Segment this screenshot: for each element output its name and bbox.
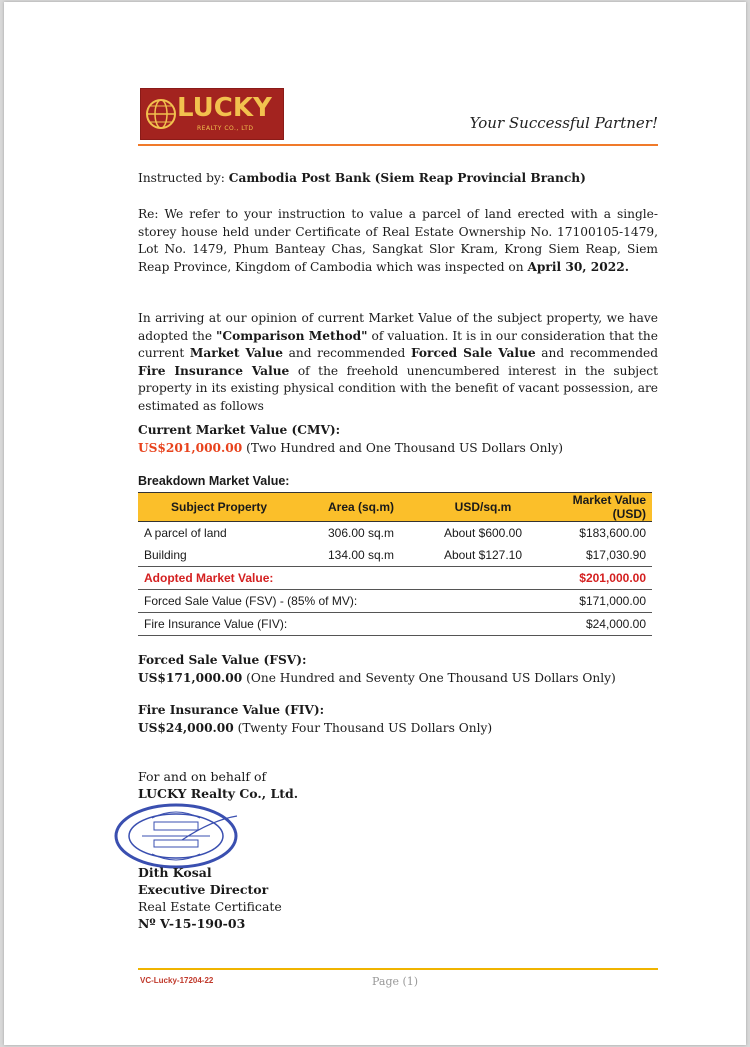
adopted-value: $201,000.00: [544, 567, 652, 590]
tagline: Your Successful Partner!: [469, 114, 658, 132]
certificate-number: Nº V-15-190-03: [138, 916, 246, 931]
opinion-text-5: of the freehold unencumbered interest in the subject property in its existing physical condition with the benefit of vacant possession, are estimated as follows: [138, 363, 659, 413]
fsv-section: [138, 652, 658, 687]
opinion-text-4: and recommended: [535, 346, 659, 360]
fsv-amount: US$171,000.00: [138, 670, 243, 685]
cell-usd-sqm: About $127.10: [443, 548, 523, 562]
opinion-text-3: and recommended: [283, 346, 411, 360]
instructed-by: [138, 170, 658, 188]
instructed-label: Instructed by:: [138, 171, 225, 185]
letterhead: [138, 88, 658, 144]
col-header-area: Area (sq.m): [300, 493, 422, 522]
fsv-words: (One Hundred and Seventy One Thousand US Dollars Only): [242, 670, 616, 685]
cell-subject: A parcel of land: [144, 526, 227, 540]
globe-icon: [141, 89, 181, 139]
page-number: Page (1): [372, 975, 419, 988]
fsv-label: Forced Sale Value (FSV):: [138, 653, 307, 667]
fiv-row-value: $24,000.00: [544, 613, 652, 636]
logo-name: LUCKY: [177, 93, 272, 123]
col-header-subject: Subject Property: [138, 493, 300, 522]
opinion-text-2: of valuation. It is in our consideration that the current: [138, 328, 658, 360]
fiv-label: Fire Insurance Value (FIV):: [138, 703, 325, 717]
mv-term: Market Value: [189, 346, 283, 360]
signatory-block: [138, 864, 282, 932]
table-header-row: [138, 493, 652, 522]
breakdown-title: Breakdown Market Value:: [138, 474, 290, 488]
adopted-label: Adopted Market Value:: [138, 567, 544, 590]
cmv-section: [138, 422, 658, 457]
fiv-term: Fire Insurance Value: [138, 363, 290, 378]
fiv-words: (Twenty Four Thousand US Dollars Only): [233, 720, 493, 735]
col-header-usd-sqm: USD/sq.m: [422, 493, 544, 522]
cell-subject: Building: [144, 548, 187, 562]
cmv-amount: US$201,000.00: [138, 440, 243, 455]
certificate-label: Real Estate Certificate: [138, 899, 282, 914]
signatory-title: Executive Director: [138, 882, 269, 897]
opinion-text-1: In arriving at our opinion of current Market Value of the subject property, we have adopted the: [138, 311, 658, 343]
behalf-text: For and on behalf of: [138, 769, 267, 784]
inspection-date: April 30, 2022.: [527, 259, 629, 274]
cell-area: 306.00 sq.m: [327, 526, 395, 540]
adopted-row: [138, 567, 652, 590]
cmv-label: Current Market Value (CMV):: [138, 423, 341, 437]
table-row: [138, 522, 652, 545]
re-text: Re: We refer to your instruction to value a parcel of land erected with a single-storey house held under Certificate of Real Estate Ownership No. 17100105-1479, Lot No. 1479, Phum Banteay Chas, Sangkat Slor Kram, Krong Siem Reap, Siem Reap Province, Kingdom of Cambodia which was inspected on: [138, 207, 658, 274]
reference-number: VC-Lucky-17204-22: [140, 976, 214, 985]
company-logo: [140, 88, 284, 140]
fsv-row-label: Forced Sale Value (FSV) - (85% of MV):: [138, 590, 544, 613]
opinion-paragraph: [138, 310, 658, 415]
method-name: "Comparison Method": [216, 328, 368, 343]
table-row: [138, 544, 652, 567]
col-header-market-value: Market Value (USD): [544, 493, 652, 522]
fsv-term: Forced Sale Value: [410, 346, 536, 360]
cmv-words: (Two Hundred and One Thousand US Dollars Only): [242, 440, 563, 455]
fiv-row-label: Fire Insurance Value (FIV):: [138, 613, 544, 636]
cell-market-value: $183,600.00: [579, 526, 646, 540]
logo-subtitle: REALTY CO., LTD: [197, 125, 254, 132]
breakdown-table: [138, 492, 652, 636]
fsv-row: [138, 590, 652, 613]
fiv-amount: US$24,000.00: [138, 720, 234, 735]
cell-usd-sqm: About $600.00: [443, 526, 523, 540]
re-paragraph: [138, 206, 658, 276]
company-seal-stamp: [112, 800, 242, 872]
fsv-row-value: $171,000.00: [544, 590, 652, 613]
fiv-row: [138, 613, 652, 636]
footer-divider: [138, 968, 658, 970]
signature-behalf: [138, 768, 298, 802]
header-divider: [138, 144, 658, 146]
fiv-section: [138, 702, 658, 737]
signatory-name: Dith Kosal: [138, 865, 212, 880]
cell-market-value: $17,030.90: [585, 548, 646, 562]
company-name: LUCKY Realty Co., Ltd.: [138, 786, 299, 801]
cell-area: 134.00 sq.m: [327, 548, 395, 562]
instructed-value: Cambodia Post Bank (Siem Reap Provincial Branch): [228, 171, 586, 185]
